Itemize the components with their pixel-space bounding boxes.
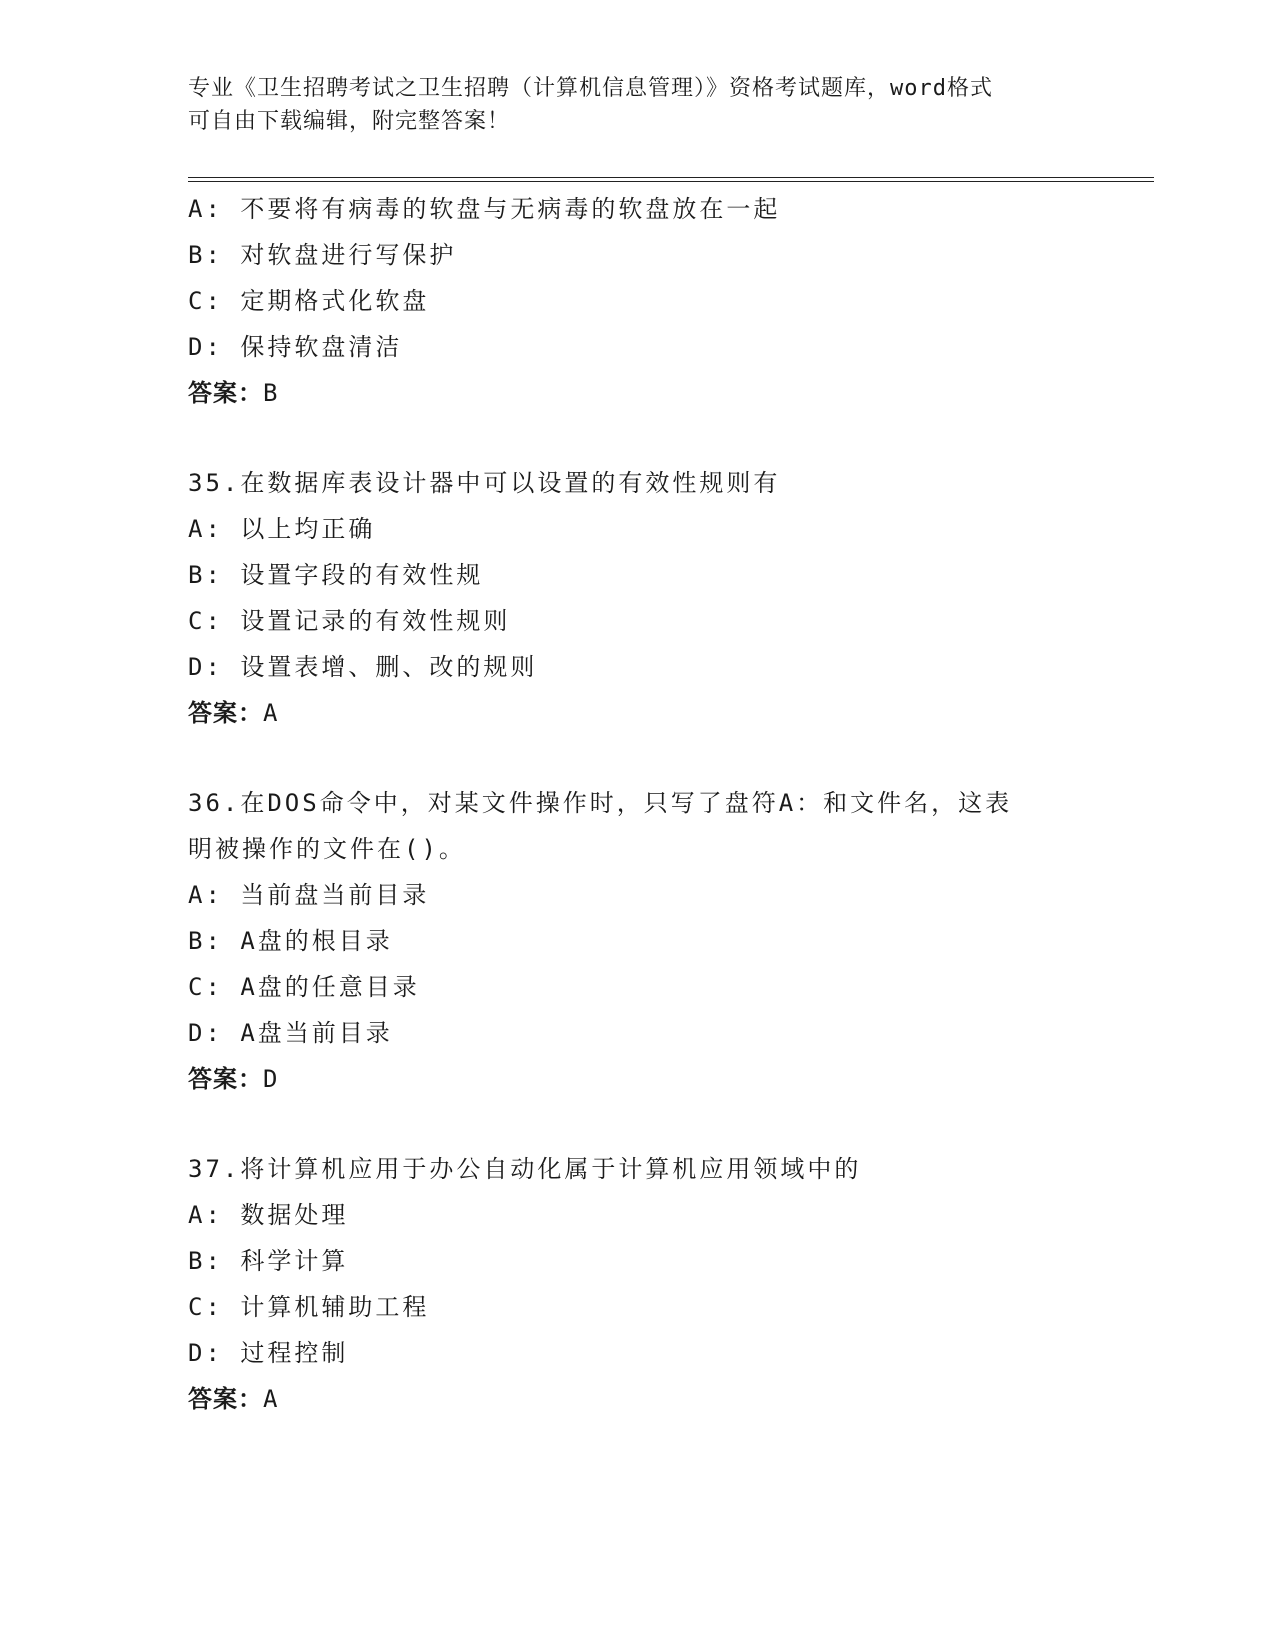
answer-value: B: [263, 379, 279, 407]
answer-line: [188, 370, 1088, 416]
spacer: [188, 1102, 1088, 1146]
option-c: C: A盘的任意目录: [188, 973, 420, 1001]
question-34-continued: [188, 186, 1088, 416]
question-stem: 37.将计算机应用于办公自动化属于计算机应用领域中的: [188, 1155, 862, 1183]
question-stem: 36.在DOS命令中，对某文件操作时，只写了盘符A：和文件名，这表: [188, 789, 1013, 817]
option-b: B: 科学计算: [188, 1247, 349, 1275]
spacer: [188, 416, 1088, 460]
option-d: D: 保持软盘清洁: [188, 333, 403, 361]
answer-label: 答案：: [188, 379, 263, 407]
question-stem: 35.在数据库表设计器中可以设置的有效性规则有: [188, 469, 781, 497]
header-divider-bottom: [188, 181, 1154, 182]
header-title-line-1: 专业《卫生招聘考试之卫生招聘（计算机信息管理）》资格考试题库，word格式: [188, 76, 993, 101]
answer-line: [188, 690, 1088, 736]
option-d: D: 过程控制: [188, 1339, 349, 1367]
answer-value: A: [263, 699, 279, 727]
header-title-line-2: 可自由下载编辑，附完整答案！: [188, 109, 511, 134]
answer-label: 答案：: [188, 1385, 263, 1413]
answer-line: [188, 1376, 1088, 1422]
option-c: C: 计算机辅助工程: [188, 1293, 430, 1321]
option-a: A: 不要将有病毒的软盘与无病毒的软盘放在一起: [188, 195, 781, 223]
header-divider-top: [188, 177, 1154, 178]
question-37: [188, 1146, 1088, 1422]
question-35: [188, 460, 1088, 736]
option-a: A: 数据处理: [188, 1201, 349, 1229]
question-stem-continued: 明被操作的文件在()。: [188, 835, 466, 863]
option-d: D: A盘当前目录: [188, 1019, 393, 1047]
option-c: C: 设置记录的有效性规则: [188, 607, 511, 635]
option-b: B: 设置字段的有效性规: [188, 561, 484, 589]
option-c: C: 定期格式化软盘: [188, 287, 430, 315]
question-list: [188, 186, 1088, 1422]
option-a: A: 当前盘当前目录: [188, 881, 430, 909]
answer-value: A: [263, 1385, 279, 1413]
document-header: [188, 72, 1088, 138]
question-36: [188, 780, 1088, 1102]
option-b: B: 对软盘进行写保护: [188, 241, 457, 269]
answer-value: D: [263, 1065, 279, 1093]
spacer: [188, 736, 1088, 780]
answer-line: [188, 1056, 1088, 1102]
option-d: D: 设置表增、删、改的规则: [188, 653, 538, 681]
answer-label: 答案：: [188, 1065, 263, 1093]
option-b: B: A盘的根目录: [188, 927, 393, 955]
answer-label: 答案：: [188, 699, 263, 727]
option-a: A: 以上均正确: [188, 515, 376, 543]
